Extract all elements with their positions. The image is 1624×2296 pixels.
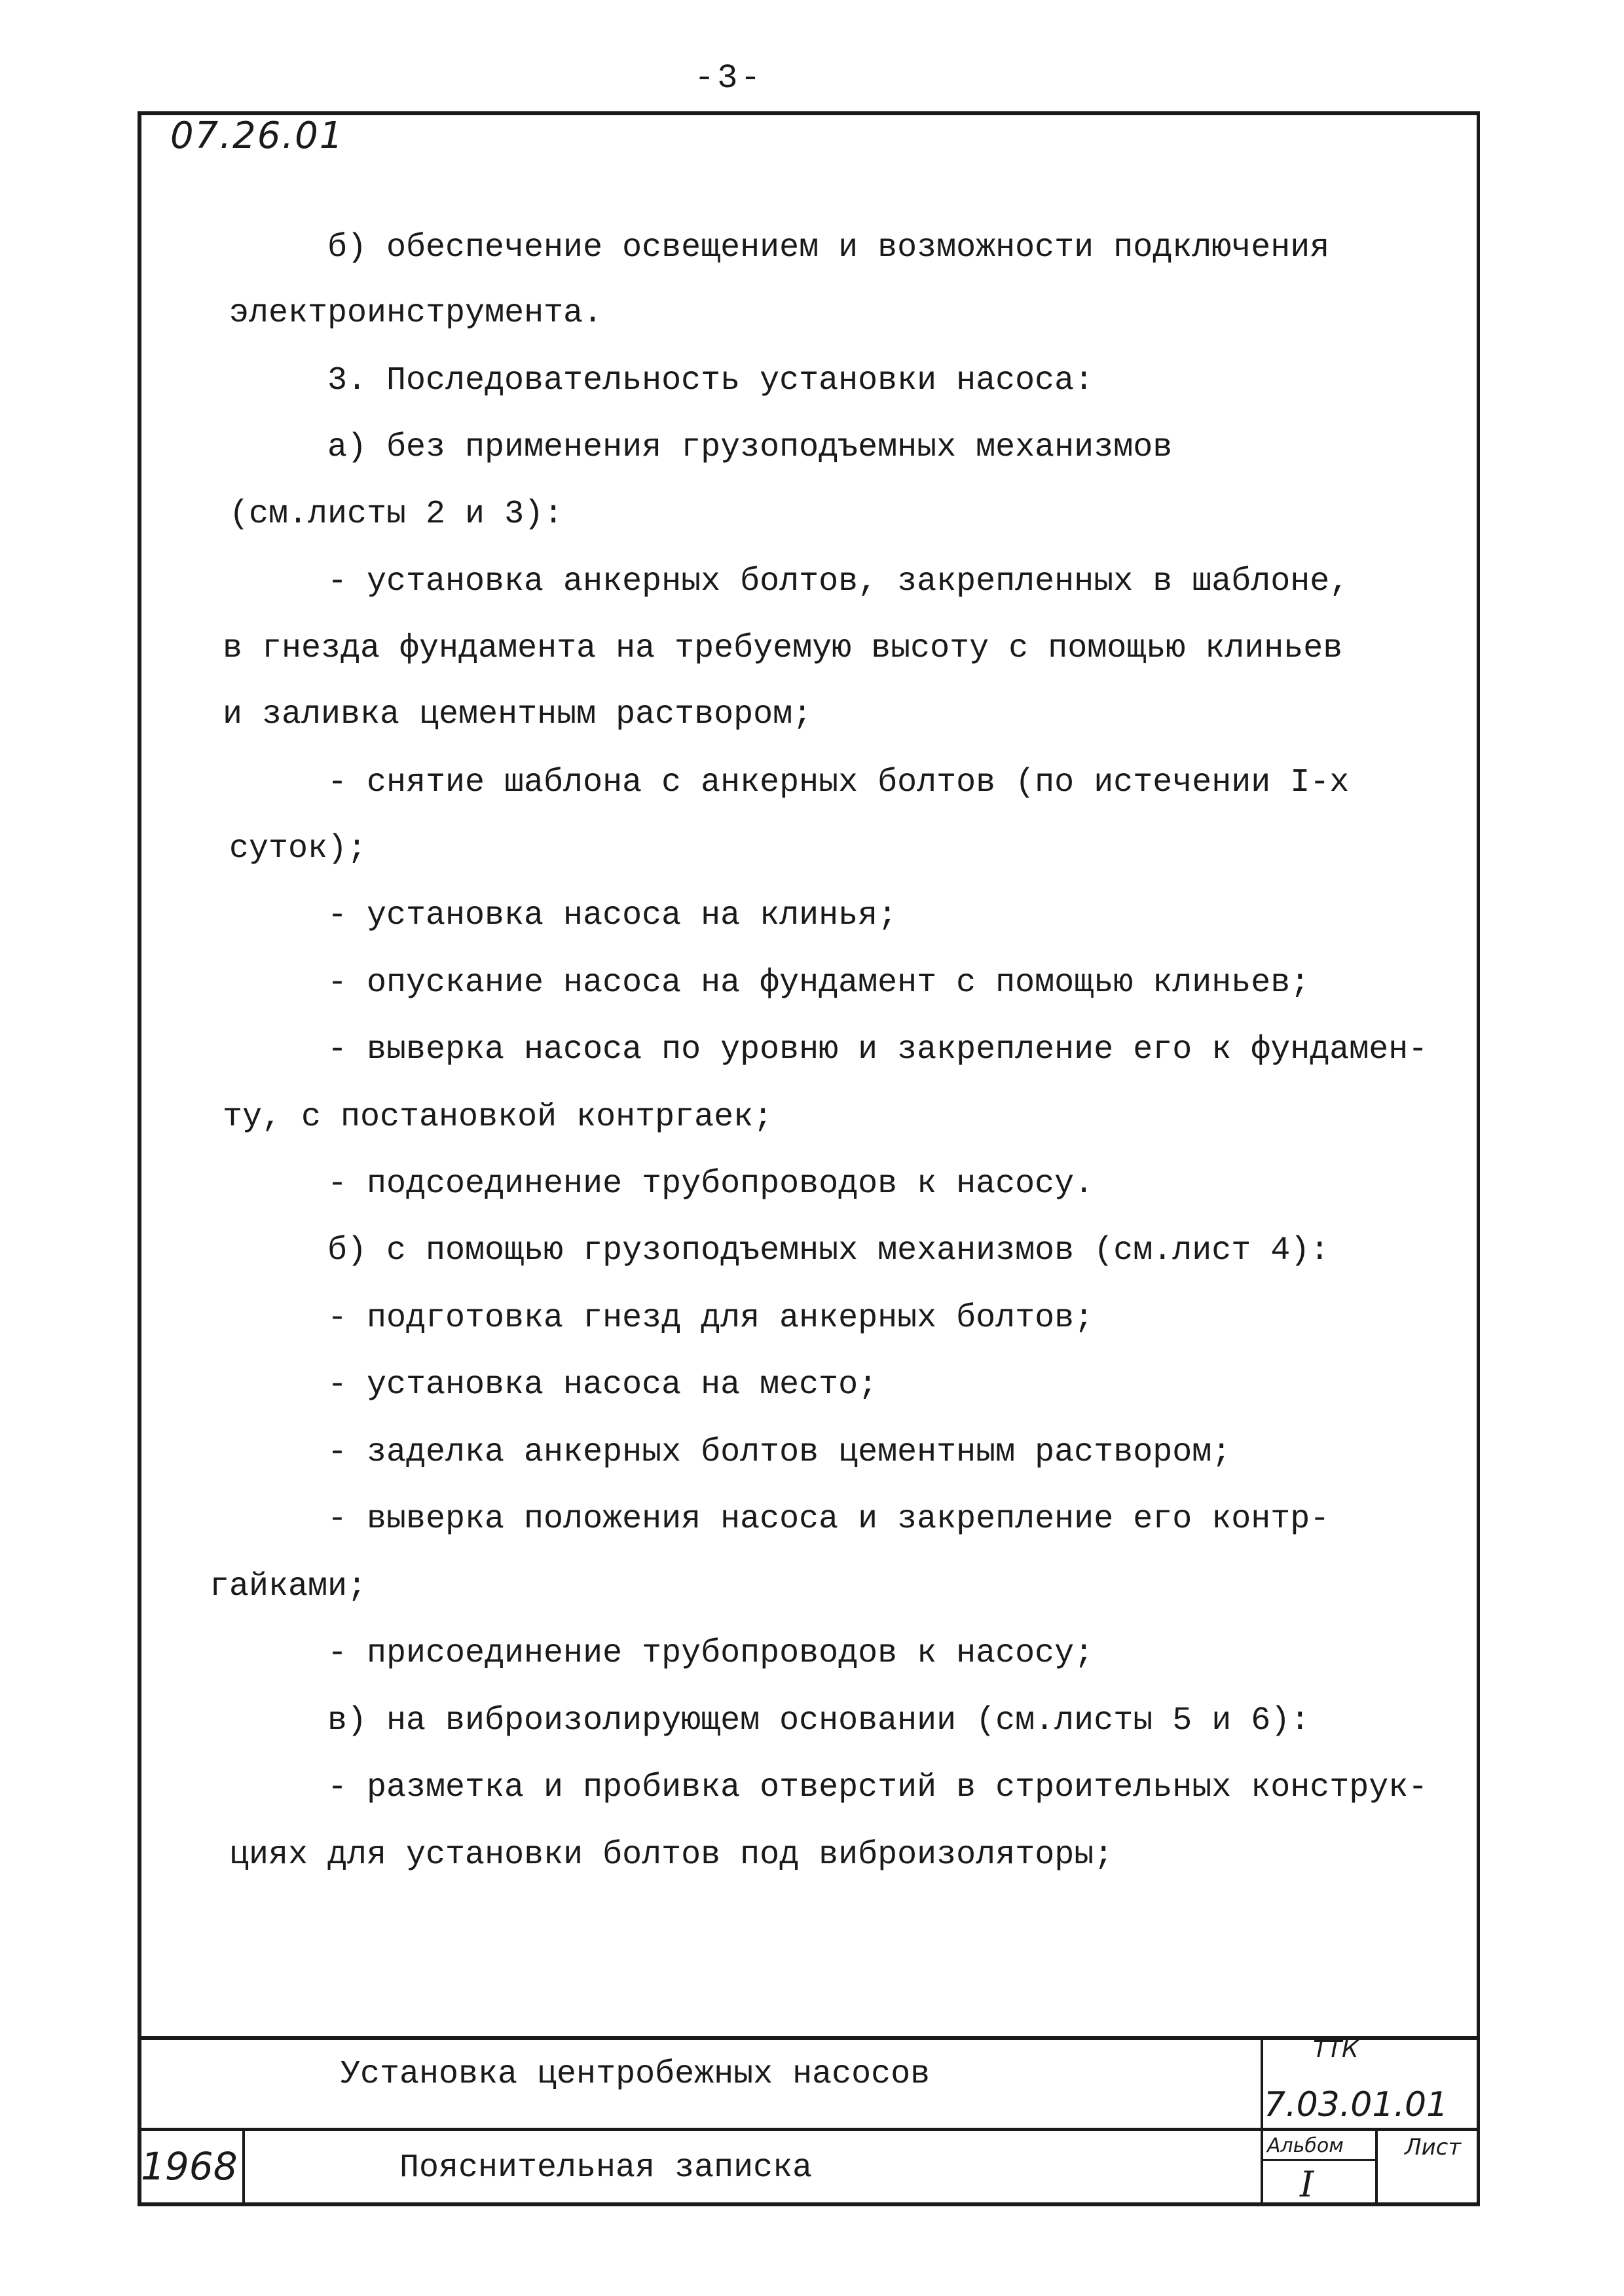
title-block-subtitle: Пояснительная записка: [399, 2149, 813, 2187]
text-line: электроинструмента.: [229, 295, 603, 332]
title-block-ttk-code: 7.03.01.01: [1264, 2085, 1449, 2124]
title-block-album-label: Альбом: [1267, 2134, 1344, 2157]
document-code: 07.26.01: [170, 115, 344, 157]
text-line: - присоединение трубопроводов к насосу;: [327, 1635, 1094, 1672]
text-line: - разметка и пробивка отверстий в строительных конструк-: [327, 1769, 1428, 1806]
text-line: б) с помощью грузоподъемных механизмов (см.лист 4):: [327, 1232, 1330, 1269]
text-line: - подготовка гнезд для анкерных болтов;: [327, 1300, 1094, 1337]
page-frame: [138, 111, 1480, 2206]
title-block-title: Установка центробежных насосов: [341, 2056, 931, 2093]
title-block-ttk-label: ТТК: [1313, 2036, 1359, 2063]
title-block-top-line: [138, 2036, 1480, 2040]
title-block-album-value: I: [1300, 2164, 1314, 2205]
text-line: 3. Последовательность установки насоса:: [327, 362, 1094, 399]
title-block-year-divider: [242, 2128, 245, 2206]
text-line: - установка насоса на место;: [327, 1366, 878, 1404]
text-line: (см.листы 2 и 3):: [229, 496, 564, 533]
title-block-right-divider: [1261, 2036, 1263, 2206]
title-block-album-underline: [1261, 2159, 1375, 2161]
page-number: -3-: [694, 59, 764, 98]
text-line: - выверка положения насоса и закрепление его контр-: [327, 1501, 1330, 1538]
title-block-sheet-divider: [1375, 2128, 1378, 2206]
text-line: в гнезда фундамента на требуемую высоту с помощью клиньев: [223, 630, 1343, 667]
text-line: - заделка анкерных болтов цементным раствором;: [327, 1434, 1232, 1471]
title-block-year: 1968: [141, 2144, 238, 2189]
text-line: - выверка насоса по уровню и закрепление его к фундамен-: [327, 1031, 1428, 1068]
text-line: ту, с постановкой контргаек;: [223, 1099, 773, 1136]
text-line: - опускание насоса на фундамент с помощью клиньев;: [327, 964, 1310, 1002]
text-line: циях для установки болтов под виброизоляторы;: [229, 1836, 1114, 1874]
text-line: - снятие шаблона с анкерных болтов (по истечении I-х: [327, 764, 1350, 801]
title-block-middle-line: [138, 2128, 1480, 2131]
text-line: и заливка цементным раствором;: [223, 696, 813, 733]
text-line: в) на виброизолирующем основании (см.листы 5 и 6):: [327, 1702, 1310, 1740]
text-line: - подсоединение трубопроводов к насосу.: [327, 1165, 1094, 1203]
text-line: б) обеспечение освещением и возможности подключения: [327, 229, 1330, 266]
text-line: суток);: [229, 830, 367, 867]
text-line: - установка насоса на клинья;: [327, 897, 898, 934]
text-line: гайками;: [210, 1568, 367, 1605]
text-line: а) без применения грузоподъемных механизмов: [327, 429, 1173, 466]
text-line: - установка анкерных болтов, закрепленных в шаблоне,: [327, 563, 1350, 600]
title-block-sheet-label: Лист: [1405, 2134, 1462, 2160]
